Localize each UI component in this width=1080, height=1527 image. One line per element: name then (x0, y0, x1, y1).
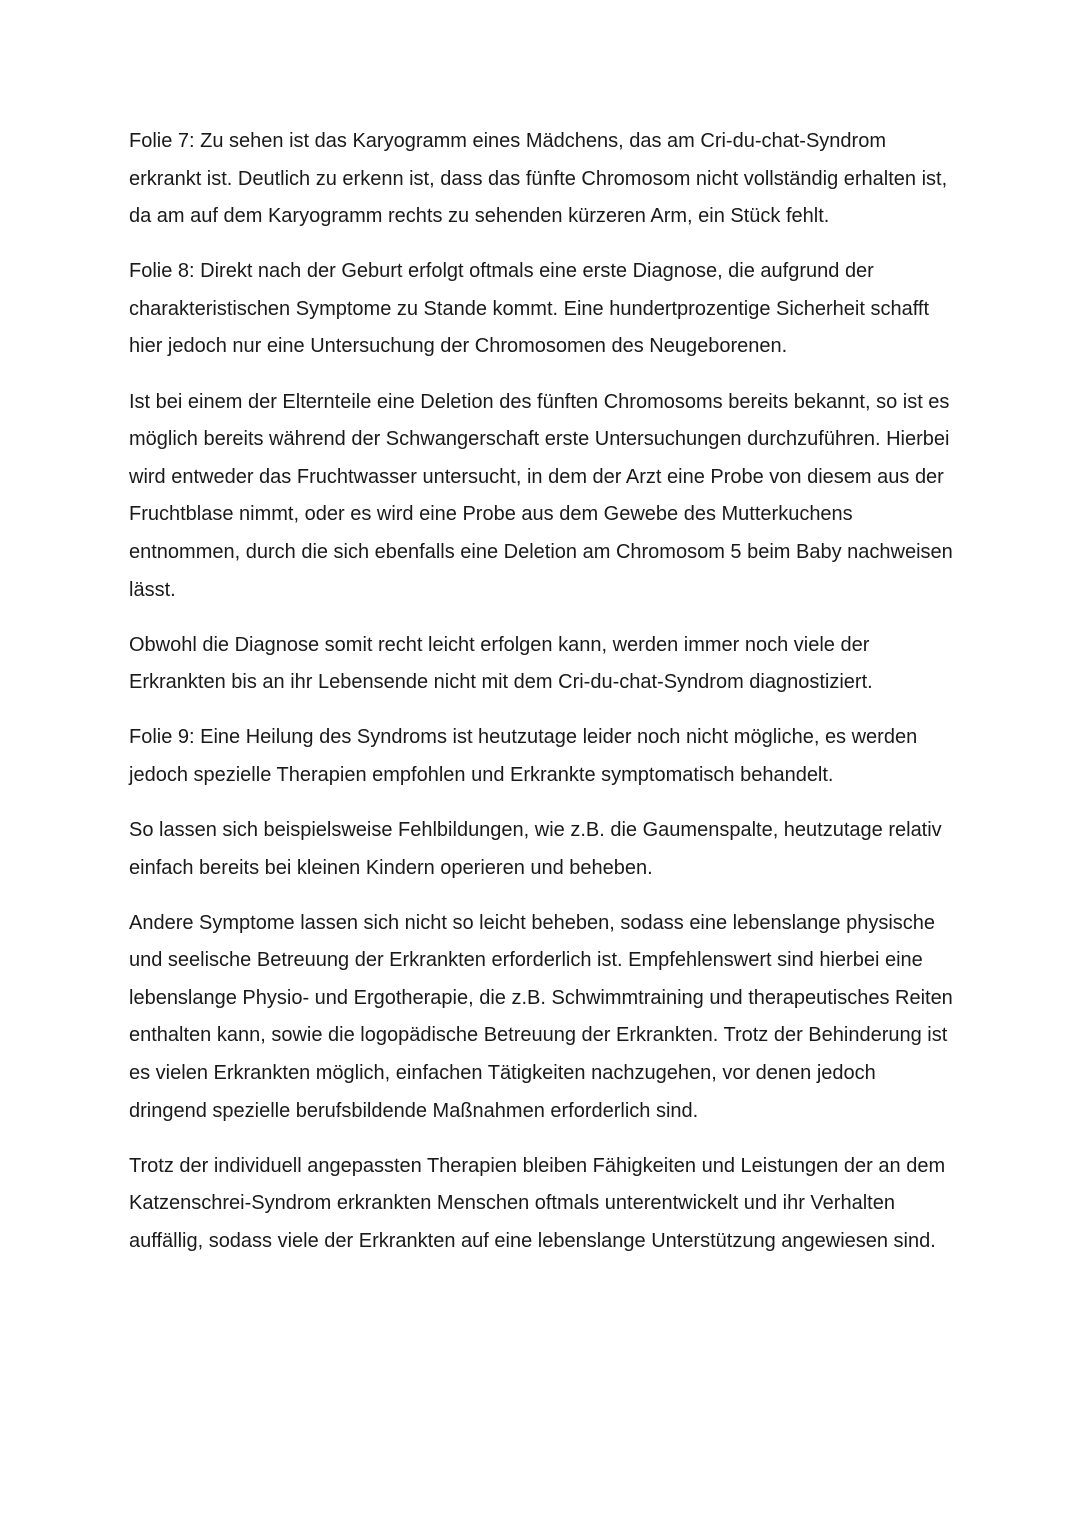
paragraph-folie-8: Folie 8: Direkt nach der Geburt erfolgt oftmals eine erste Diagnose, die aufgrund der charakteristischen Symptome zu Stande kommt. Eine hundertprozentige Sicherheit schafft hier jedoch nur eine Untersuchung der Chromosomen des Neugeborenen. (129, 260, 930, 358)
paragraph-unterstuetzung: Trotz der individuell angepassten Therapien bleiben Fähigkeiten und Leistungen der an dem Katzenschrei-Syndrom erkrankten Menschen oftmals unterentwickelt und ihr Verhalten auffällig, sodass viele der Erkrankten auf eine lebenslange Unterstützung angewiesen sind. (129, 1154, 946, 1252)
document-body (129, 123, 959, 1278)
paragraph-therapien: Andere Symptome lassen sich nicht so leicht beheben, sodass eine lebenslange physische und seelische Betreuung der Erkrankten erforderlich ist. Empfehlenswert sind hierbei eine lebenslange Physio- und Ergotherapie, die z.B. Schwimmtraining und therapeutisches Reiten enthalten kann, sowie die logopädische Betreuung der Erkrankten. Trotz der Behinderung ist es vielen Erkrankten möglich, einfachen Tätigkeiten nachzugehen, vor denen jedoch dringend spezielle berufsbildende Maßnahmen erforderlich sind. (129, 911, 953, 1122)
paragraph-praenatale-diagnostik: Ist bei einem der Elternteile eine Deletion des fünften Chromosoms bereits bekannt, so ist es möglich bereits während der Schwangerschaft erste Untersuchungen durchzuführen. Hierbei wird entweder das Fruchtwasser untersucht, in dem der Arzt eine Probe von diesem aus der Fruchtblase nimmt, oder es wird eine Probe aus dem Gewebe des Mutterkuchens entnommen, durch die sich ebenfalls eine Deletion am Chromosom 5 beim Baby nachweisen lässt. (129, 390, 953, 601)
paragraph-fehlbildungen: So lassen sich beispielsweise Fehlbildungen, wie z.B. die Gaumenspalte, heutzutage relativ einfach bereits bei kleinen Kindern operieren und beheben. (129, 819, 942, 879)
paragraph-folie-9: Folie 9: Eine Heilung des Syndroms ist heutzutage leider noch nicht mögliche, es werden jedoch spezielle Therapien empfohlen und Erkrankte symptomatisch behandelt. (129, 726, 918, 786)
paragraph-folie-7: Folie 7: Zu sehen ist das Karyogramm eines Mädchens, das am Cri-du-chat-Syndrom erkrankt ist. Deutlich zu erkenn ist, dass das fünfte Chromosom nicht vollständig erhalten ist, da am auf dem Karyogramm rechts zu sehenden kürzeren Arm, ein Stück fehlt. (129, 130, 948, 228)
paragraph-diagnose: Obwohl die Diagnose somit recht leicht erfolgen kann, werden immer noch viele der Erkrankten bis an ihr Lebensende nicht mit dem Cri-du-chat-Syndrom diagnostiziert. (129, 633, 873, 694)
